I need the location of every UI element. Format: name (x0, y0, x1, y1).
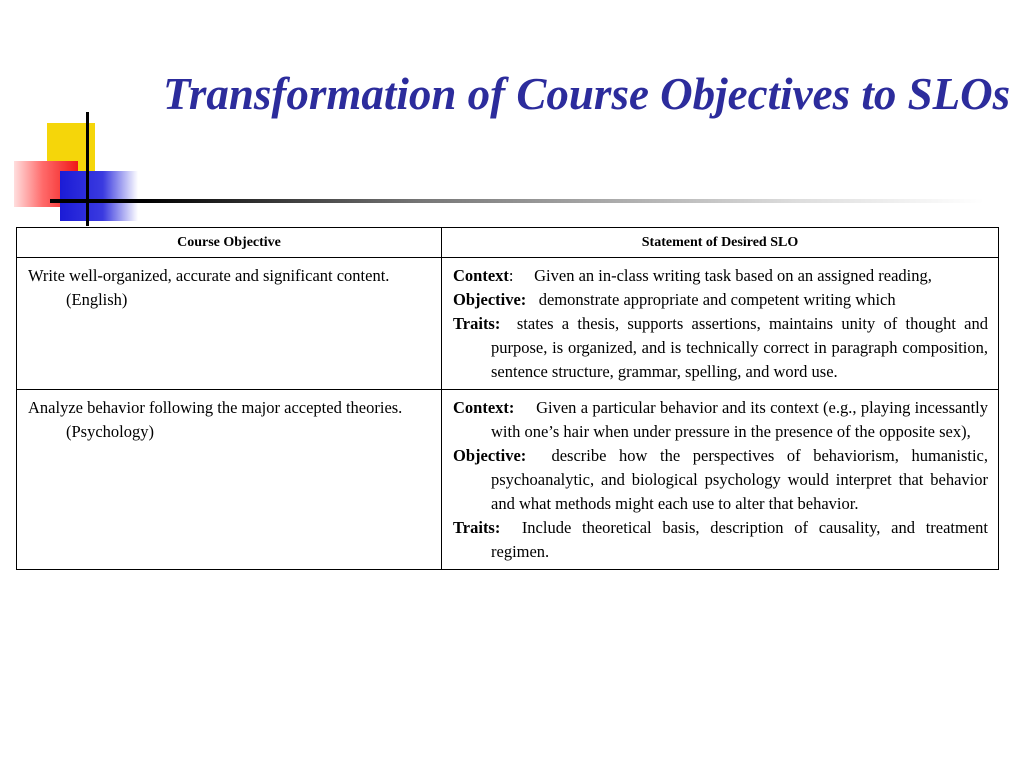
objective-text: demonstrate appropriate and competent writing which (538, 290, 896, 309)
slo-objective (453, 288, 988, 312)
context-text: Given a particular behavior and its context (e.g., playing incessantly with one’s hair when under pressure in the presence of the opposite sex), (491, 398, 988, 441)
header-course-objective: Course Objective (17, 228, 442, 258)
traits-label: Traits: (453, 314, 501, 333)
slo-traits (453, 516, 988, 564)
slo-objective (453, 444, 988, 516)
objective-text: describe how the perspectives of behaviorism, humanistic, psychoanalytic, and biological psychology would interpret that behavior and what methods might each use to alter that behavior. (491, 446, 988, 513)
course-objective-cell (17, 390, 442, 570)
logo-blue-square (60, 171, 138, 221)
table-header-row (17, 228, 999, 258)
slo-table (16, 227, 999, 570)
slo-cell (442, 390, 999, 570)
traits-label: Traits: (453, 518, 501, 537)
objective-label: Objective: (453, 290, 527, 309)
traits-text: Include theoretical basis, description of causality, and treatment regimen. (491, 518, 988, 561)
traits-text: states a thesis, supports assertions, maintains unity of thought and purpose, is organized, and is technically correct in paragraph composition, sentence structure, grammar, spelling, and word use. (491, 314, 989, 381)
header-desired-slo: Statement of Desired SLO (442, 228, 999, 258)
logo-vertical-line (86, 112, 89, 226)
table-row (17, 390, 999, 570)
slo-context (453, 396, 988, 444)
course-objective-text: Write well-organized, accurate and significant content. (English) (28, 266, 390, 309)
context-label: Context: (453, 398, 515, 417)
slo-cell (442, 258, 999, 390)
title-underline (50, 199, 984, 203)
context-colon: : (508, 266, 514, 285)
context-text: Given an in-class writing task based on an assigned reading, (534, 266, 932, 285)
objective-label: Objective: (453, 446, 527, 465)
table-row (17, 258, 999, 390)
slide-title: Transformation of Course Objectives to SLOs (163, 69, 1011, 119)
course-objective-text: Analyze behavior following the major accepted theories. (Psychology) (28, 398, 403, 441)
course-objective-cell (17, 258, 442, 390)
slo-context (453, 264, 988, 288)
context-label: Context (453, 266, 509, 285)
slo-traits (453, 312, 988, 384)
